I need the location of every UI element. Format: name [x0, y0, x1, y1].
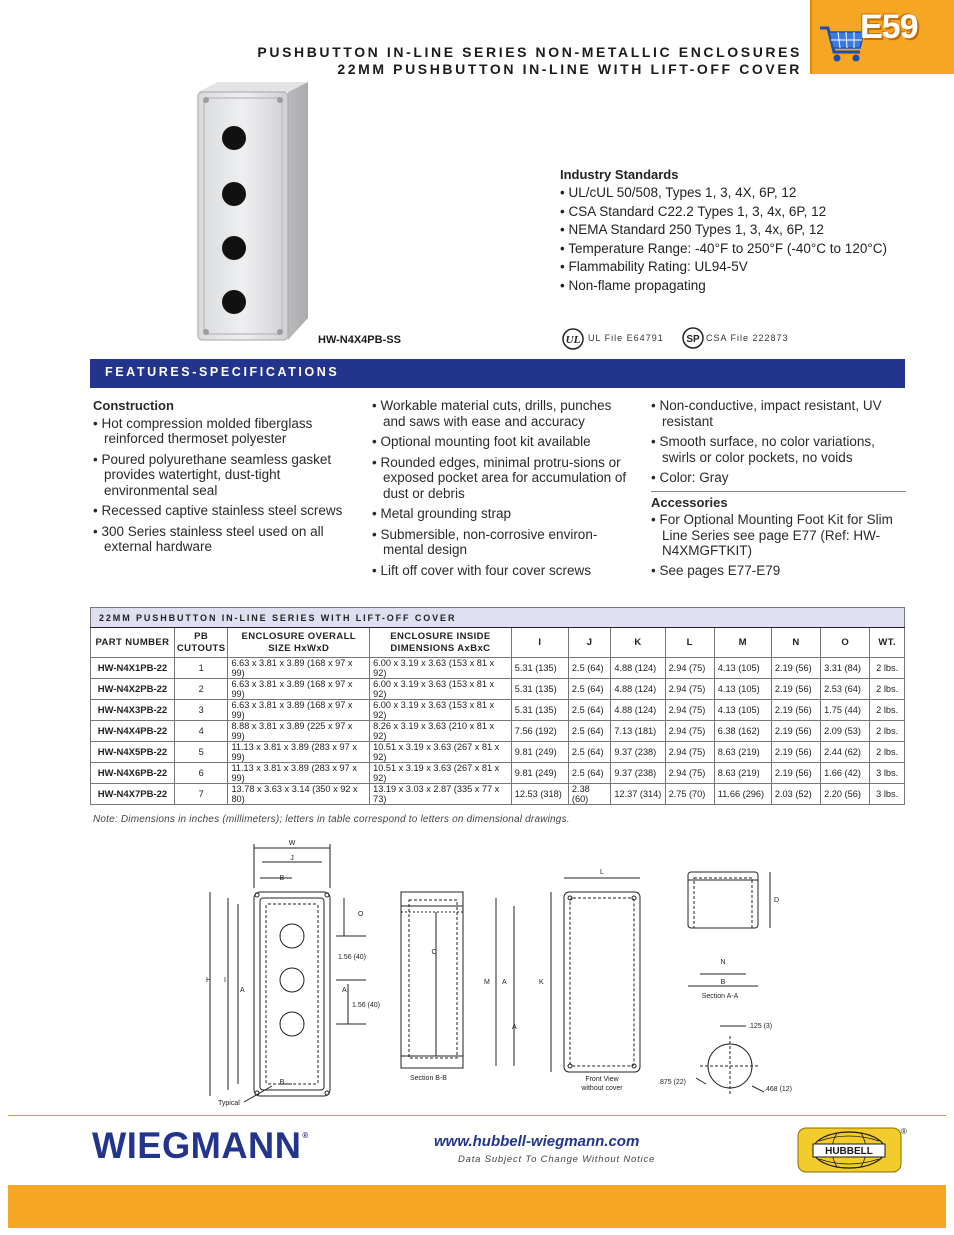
table-cell: 2.5 (64)	[568, 742, 610, 763]
label-n: N	[720, 959, 726, 966]
table-cell: 3 lbs.	[870, 763, 905, 784]
col-header-l: L	[665, 628, 714, 658]
feature-item: • Rounded edges, minimal protru-sions or exposed pocket area for accumulation of dust or debris	[372, 454, 627, 501]
table-cell: 5.31 (135)	[511, 700, 568, 721]
table-cell: 2.5 (64)	[568, 721, 610, 742]
table-cell: 2.5 (64)	[568, 679, 610, 700]
table-caption-row	[91, 608, 905, 628]
standards-item: • UL/cUL 50/508, Types 1, 3, 4X, 6P, 12	[560, 185, 797, 200]
label-d: D	[774, 897, 780, 904]
ul-file-number: UL File E64791	[588, 333, 664, 343]
table-cell: 5.31 (135)	[511, 658, 568, 679]
label-hole-3: .468 (12)	[764, 1086, 793, 1093]
part-number-cell: HW-N4X2PB-22	[91, 679, 175, 700]
brand-registered: ®	[302, 1131, 309, 1140]
feature-item: • Smooth surface, no color variations, swirls or color pockets, no voids	[651, 434, 875, 465]
label-m: M	[484, 979, 490, 986]
label-b-aa: B	[720, 979, 726, 986]
table-cell: 2 lbs.	[870, 658, 905, 679]
table-cell: 2 lbs.	[870, 700, 905, 721]
table-cell: 12.37 (314)	[611, 784, 665, 805]
standards-item: • Flammability Rating: UL94-5V	[560, 259, 748, 274]
features-section-title: FEATURES-SPECIFICATIONS	[105, 365, 340, 379]
table-cell: 2.44 (62)	[821, 742, 870, 763]
label-dim-2: 1.56 (40)	[352, 1002, 381, 1009]
table-row	[91, 700, 905, 721]
industry-standards	[560, 167, 890, 295]
table-cell: 6.38 (162)	[714, 721, 771, 742]
label-without-cover: without cover	[581, 1085, 623, 1092]
label-typical: Typical	[218, 1100, 240, 1107]
col-header-i: I	[511, 628, 568, 658]
table-cell: 3.31 (84)	[821, 658, 870, 679]
table-cell: 4.13 (105)	[714, 700, 771, 721]
feature-item: • Recessed captive stainless steel screws	[93, 503, 343, 518]
table-cell: 2.09 (53)	[821, 721, 870, 742]
features-column-3	[651, 398, 906, 582]
page-subtitle: 22MM PUSHBUTTON IN-LINE WITH LIFT-OFF COVER	[337, 61, 802, 77]
table-row	[91, 784, 905, 805]
table-cell: 7	[174, 784, 228, 805]
table-cell: 9.37 (238)	[611, 763, 665, 784]
table-cell: 2.94 (75)	[665, 763, 714, 784]
table-cell: 2.94 (75)	[665, 679, 714, 700]
feature-item: • Hot compression molded fiberglass reinforced thermoset polyester	[93, 415, 313, 446]
disclaimer: Data Subject To Change Without Notice	[458, 1154, 656, 1165]
page-tab	[810, 0, 954, 74]
label-c: C	[431, 949, 437, 956]
table-cell: 6.00 x 3.19 x 3.63 (153 x 81 x 92)	[370, 658, 512, 679]
label-l: L	[600, 869, 604, 876]
table-cell: 6.00 x 3.19 x 3.63 (153 x 81 x 92)	[370, 679, 512, 700]
table-cell: 11.66 (296)	[714, 784, 771, 805]
page-title-block	[257, 44, 802, 78]
table-cell: 7.13 (181)	[611, 721, 665, 742]
table-cell: 1	[174, 658, 228, 679]
feature-item: • Submersible, non-corrosive environ-mental design	[372, 526, 598, 557]
table-cell: 2.20 (56)	[821, 784, 870, 805]
feature-item: • 300 Series stainless steel used on all external hardware	[93, 523, 324, 554]
label-w: W	[288, 840, 296, 847]
feature-item: • Lift off cover with four cover screws	[372, 562, 592, 578]
table-cell: 2.75 (70)	[665, 784, 714, 805]
wiegmann-logo	[92, 1125, 308, 1167]
product-photo	[196, 78, 316, 346]
features-section-header	[90, 359, 905, 388]
accessory-item: • For Optional Mounting Foot Kit for Slim Line Series see page E77 (Ref: HW-N4XMGFTKIT)	[651, 512, 893, 558]
table-cell: 2.19 (56)	[771, 679, 820, 700]
feature-item: • Poured polyurethane seamless gasket provides watertight, dust-tight environmental seal	[93, 451, 332, 498]
table-cell: 11.13 x 3.81 x 3.89 (283 x 97 x 99)	[228, 742, 370, 763]
table-cell: 2.5 (64)	[568, 700, 610, 721]
table-cell: 2.19 (56)	[771, 763, 820, 784]
table-cell: 4.13 (105)	[714, 679, 771, 700]
table-cell: 6.63 x 3.81 x 3.89 (168 x 97 x 99)	[228, 679, 370, 700]
label-section-bb: Section B-B	[410, 1075, 447, 1082]
table-cell: 2.38 (60)	[568, 784, 610, 805]
table-cell: 5.31 (135)	[511, 679, 568, 700]
feature-item: • Color: Gray	[651, 470, 729, 485]
label-i: I	[224, 977, 226, 984]
table-cell: 2.19 (56)	[771, 700, 820, 721]
certifications	[560, 326, 820, 352]
label-a-fv: A	[502, 979, 507, 986]
table-cell: 2	[174, 679, 228, 700]
table-cell: 10.51 x 3.19 x 3.63 (267 x 81 x 92)	[370, 742, 512, 763]
table-cell: 2.19 (56)	[771, 721, 820, 742]
table-cell: 8.63 (219)	[714, 742, 771, 763]
table-cell: 2.5 (64)	[568, 658, 610, 679]
feature-item: • Metal grounding strap	[372, 506, 512, 521]
product-model-label: HW-N4X4PB-SS	[318, 334, 401, 346]
table-cell: 4.88 (124)	[611, 658, 665, 679]
dimensional-drawings	[196, 836, 816, 1116]
table-cell: 2.5 (64)	[568, 763, 610, 784]
col-header-n: N	[771, 628, 820, 658]
col-header-pb-cutouts: PB CUTOUTS	[174, 628, 228, 658]
part-number-cell: HW-N4X3PB-22	[91, 700, 175, 721]
table-cell: 9.37 (238)	[611, 742, 665, 763]
label-dim-1: 1.56 (40)	[338, 954, 367, 961]
table-cell: 10.51 x 3.19 x 3.63 (267 x 81 x 92)	[370, 763, 512, 784]
hubbell-logo	[797, 1127, 902, 1173]
table-cell: 4.88 (124)	[611, 679, 665, 700]
partner-logo-text: HUBBELL	[825, 1146, 873, 1157]
standards-item: • Temperature Range: -40°F to 250°F (-40°C to 120°C)	[560, 240, 887, 256]
feature-item: • Optional mounting foot kit available	[372, 434, 591, 449]
part-number-cell: HW-N4X6PB-22	[91, 763, 175, 784]
features-column-1	[93, 398, 355, 560]
ul-listed-icon	[562, 328, 584, 350]
table-cell: 11.13 x 3.81 x 3.89 (283 x 97 x 99)	[228, 763, 370, 784]
table-cell: 3	[174, 700, 228, 721]
table-note: Note: Dimensions in inches (millimeters); letters in table correspond to letters on dimensional drawings.	[93, 814, 570, 825]
label-k: K	[539, 979, 544, 986]
table-cell: 2.19 (56)	[771, 742, 820, 763]
table-cell: 2.94 (75)	[665, 658, 714, 679]
part-number-cell: HW-N4X5PB-22	[91, 742, 175, 763]
footer-divider	[8, 1115, 946, 1116]
label-section-aa: Section A-A	[701, 993, 739, 1000]
standards-item: • Non-flame propagating	[560, 277, 706, 293]
table-cell: 3 lbs.	[870, 784, 905, 805]
label-b: B	[279, 875, 285, 882]
col-header-part-number: PART NUMBER	[91, 628, 175, 658]
table-cell: 8.63 (219)	[714, 763, 771, 784]
table-cell: 1.66 (42)	[821, 763, 870, 784]
table-cell: 7.56 (192)	[511, 721, 568, 742]
page-code: E59	[860, 8, 918, 46]
table-cell: 13.19 x 3.03 x 2.87 (335 x 77 x 73)	[370, 784, 512, 805]
label-front-view: Front View	[585, 1076, 619, 1083]
standards-heading: Industry Standards	[560, 167, 679, 182]
table-cell: 2.94 (75)	[665, 700, 714, 721]
col-header-k: K	[611, 628, 665, 658]
table-caption: 22MM PUSHBUTTON IN-LINE SERIES WITH LIFT-OFF COVER	[91, 608, 905, 628]
table-cell: 6	[174, 763, 228, 784]
table-header-row	[91, 628, 905, 658]
website-link[interactable]: www.hubbell-wiegmann.com	[434, 1133, 640, 1150]
label-a-right: A	[342, 987, 347, 994]
label-hole-1: .125 (3)	[748, 1023, 773, 1030]
table-cell: 8.26 x 3.19 x 3.63 (210 x 81 x 92)	[370, 721, 512, 742]
table-cell: 2 lbs.	[870, 679, 905, 700]
table-cell: 2.94 (75)	[665, 721, 714, 742]
table-cell: 1.75 (44)	[821, 700, 870, 721]
csa-mark-text: SP	[686, 334, 700, 345]
ul-mark-text: UL	[565, 334, 581, 346]
feature-item: • Non-conductive, impact resistant, UV resistant	[651, 398, 882, 429]
col-header-inside-dimensions: ENCLOSURE INSIDE DIMENSIONS AxBxC	[370, 628, 512, 658]
table-cell: 2.94 (75)	[665, 742, 714, 763]
table-cell: 4.13 (105)	[714, 658, 771, 679]
table-cell: 2 lbs.	[870, 721, 905, 742]
label-o: O	[358, 911, 364, 918]
table-row	[91, 721, 905, 742]
table-row	[91, 679, 905, 700]
table-cell: 4	[174, 721, 228, 742]
table-cell: 2.19 (56)	[771, 658, 820, 679]
label-h: H	[206, 977, 212, 984]
feature-item: • Workable material cuts, drills, punches and saws with ease and accuracy	[372, 398, 612, 429]
col-header-o: O	[821, 628, 870, 658]
table-row	[91, 763, 905, 784]
col-header-overall-size: ENCLOSURE OVERALL SIZE HxWxD	[228, 628, 370, 658]
brand-name: WIEGMANN	[92, 1125, 302, 1166]
csa-file-number: CSA File 222873	[706, 333, 789, 343]
table-cell: 6.63 x 3.81 x 3.89 (168 x 97 x 99)	[228, 700, 370, 721]
table-cell: 13.78 x 3.63 x 3.14 (350 x 92 x 80)	[228, 784, 370, 805]
accessory-item: • See pages E77-E79	[651, 562, 781, 578]
table-cell: 5	[174, 742, 228, 763]
part-number-cell: HW-N4X4PB-22	[91, 721, 175, 742]
table-cell: 12.53 (318)	[511, 784, 568, 805]
col-header-m: M	[714, 628, 771, 658]
table-cell: 9.81 (249)	[511, 742, 568, 763]
features-column-2	[372, 398, 634, 583]
table-cell: 2.53 (64)	[821, 679, 870, 700]
bottom-color-band	[8, 1185, 946, 1228]
partner-registered: ®	[901, 1127, 907, 1136]
label-hole-2: .875 (22)	[658, 1079, 687, 1086]
col-header-weight: WT.	[870, 628, 905, 658]
part-number-cell: HW-N4X1PB-22	[91, 658, 175, 679]
table-cell: 4.88 (124)	[611, 700, 665, 721]
table-cell: 8.88 x 3.81 x 3.89 (225 x 97 x 99)	[228, 721, 370, 742]
table-row	[91, 658, 905, 679]
table-cell: 6.00 x 3.19 x 3.63 (153 x 81 x 92)	[370, 700, 512, 721]
standards-item: • NEMA Standard 250 Types 1, 3, 4x, 6P, 12	[560, 222, 824, 237]
standards-item: • CSA Standard C22.2 Types 1, 3, 4x, 6P, 12	[560, 203, 827, 219]
csa-certified-icon	[682, 326, 706, 350]
part-number-cell: HW-N4X7PB-22	[91, 784, 175, 805]
col-header-j: J	[568, 628, 610, 658]
label-b-bottom: B	[279, 1079, 285, 1086]
table-cell: 6.63 x 3.81 x 3.89 (168 x 97 x 99)	[228, 658, 370, 679]
table-cell: 9.81 (249)	[511, 763, 568, 784]
divider	[651, 491, 906, 492]
accessories-heading: Accessories	[651, 494, 728, 510]
construction-heading: Construction	[93, 398, 174, 413]
label-j: J	[290, 855, 294, 862]
table-row	[91, 742, 905, 763]
standards-list	[560, 184, 890, 295]
table-cell: 2.03 (52)	[771, 784, 820, 805]
label-a-left: A	[240, 987, 245, 994]
page-title: PUSHBUTTON IN-LINE SERIES NON-METALLIC ENCLOSURES	[257, 44, 802, 60]
spec-table	[90, 607, 905, 805]
table-cell: 2 lbs.	[870, 742, 905, 763]
label-a-low: A	[512, 1024, 517, 1031]
